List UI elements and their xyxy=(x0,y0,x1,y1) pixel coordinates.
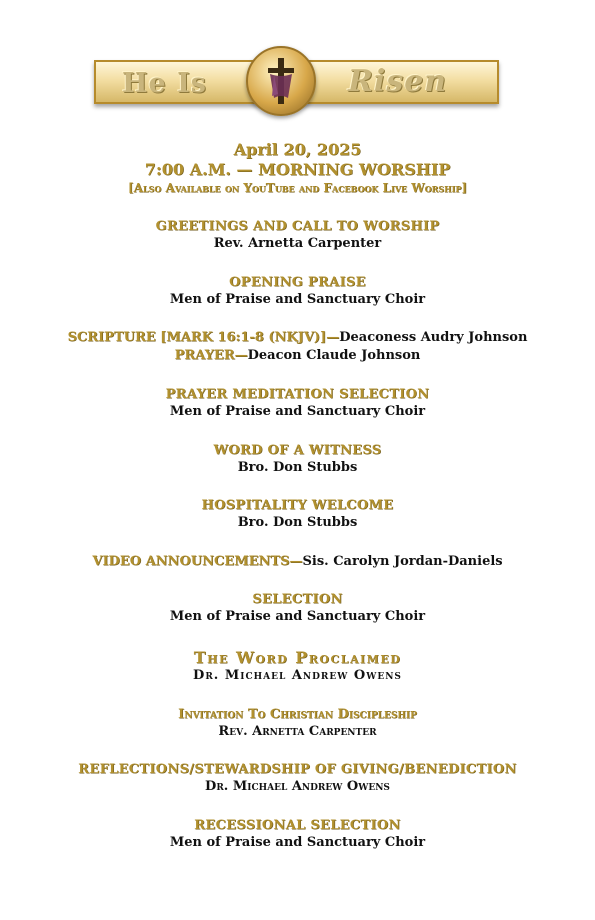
prayer-person: Deacon Claude Johnson xyxy=(247,348,421,363)
greetings-title: GREETINGS AND CALL TO WORSHIP xyxy=(155,219,440,234)
banner-right-text: Risen xyxy=(348,64,448,99)
video-title: VIDEO ANNOUNCEMENTS— xyxy=(92,554,303,569)
invitation-title: Invitation To Christian Discipleship xyxy=(178,707,417,722)
opening-praise-person: Men of Praise and Sanctuary Choir xyxy=(169,292,426,307)
service-date: April 20, 2025 xyxy=(233,140,362,159)
cross-medallion-icon xyxy=(246,46,316,116)
reflections-title: REFLECTIONS/STEWARDSHIP OF GIVING/BENEDICTION xyxy=(78,762,517,777)
hospitality-title: HOSPITALITY WELCOME xyxy=(201,498,394,513)
invitation-person: Rev. Arnetta Carpenter xyxy=(218,724,377,739)
recessional-person: Men of Praise and Sanctuary Choir xyxy=(169,835,426,850)
banner-left-text: He Is xyxy=(122,68,207,99)
opening-praise-title: OPENING PRAISE xyxy=(229,275,366,290)
availability-note: [Also Available on YouTube and Facebook Live Worship] xyxy=(127,181,468,195)
witness-person: Bro. Don Stubbs xyxy=(237,460,358,475)
witness-title: WORD OF A WITNESS xyxy=(213,443,382,458)
selection-person: Men of Praise and Sanctuary Choir xyxy=(169,609,426,624)
service-time-title: 7:00 A.M. — MORNING WORSHIP xyxy=(144,160,451,179)
video-person: Sis. Carolyn Jordan-Daniels xyxy=(302,554,503,569)
meditation-person: Men of Praise and Sanctuary Choir xyxy=(169,404,426,419)
video-row xyxy=(0,554,595,569)
meditation-title: PRAYER MEDITATION SELECTION xyxy=(165,387,430,402)
word-proclaimed-person: Dr. Michael Andrew Owens xyxy=(193,668,402,683)
selection-title: SELECTION xyxy=(252,592,343,607)
prayer-row xyxy=(0,348,595,363)
word-proclaimed-title: The Word Proclaimed xyxy=(193,648,402,667)
scripture-person: Deaconess Audry Johnson xyxy=(339,330,528,345)
scripture-title: SCRIPTURE [MARK 16:1-8 (NKJV)]— xyxy=(67,330,340,345)
reflections-person: Dr. Michael Andrew Owens xyxy=(205,779,390,794)
prayer-title: PRAYER— xyxy=(174,348,248,363)
recessional-title: RECESSIONAL SELECTION xyxy=(194,818,401,833)
hospitality-person: Bro. Don Stubbs xyxy=(237,515,358,530)
scripture-row xyxy=(0,330,595,345)
greetings-person: Rev. Arnetta Carpenter xyxy=(213,236,382,251)
